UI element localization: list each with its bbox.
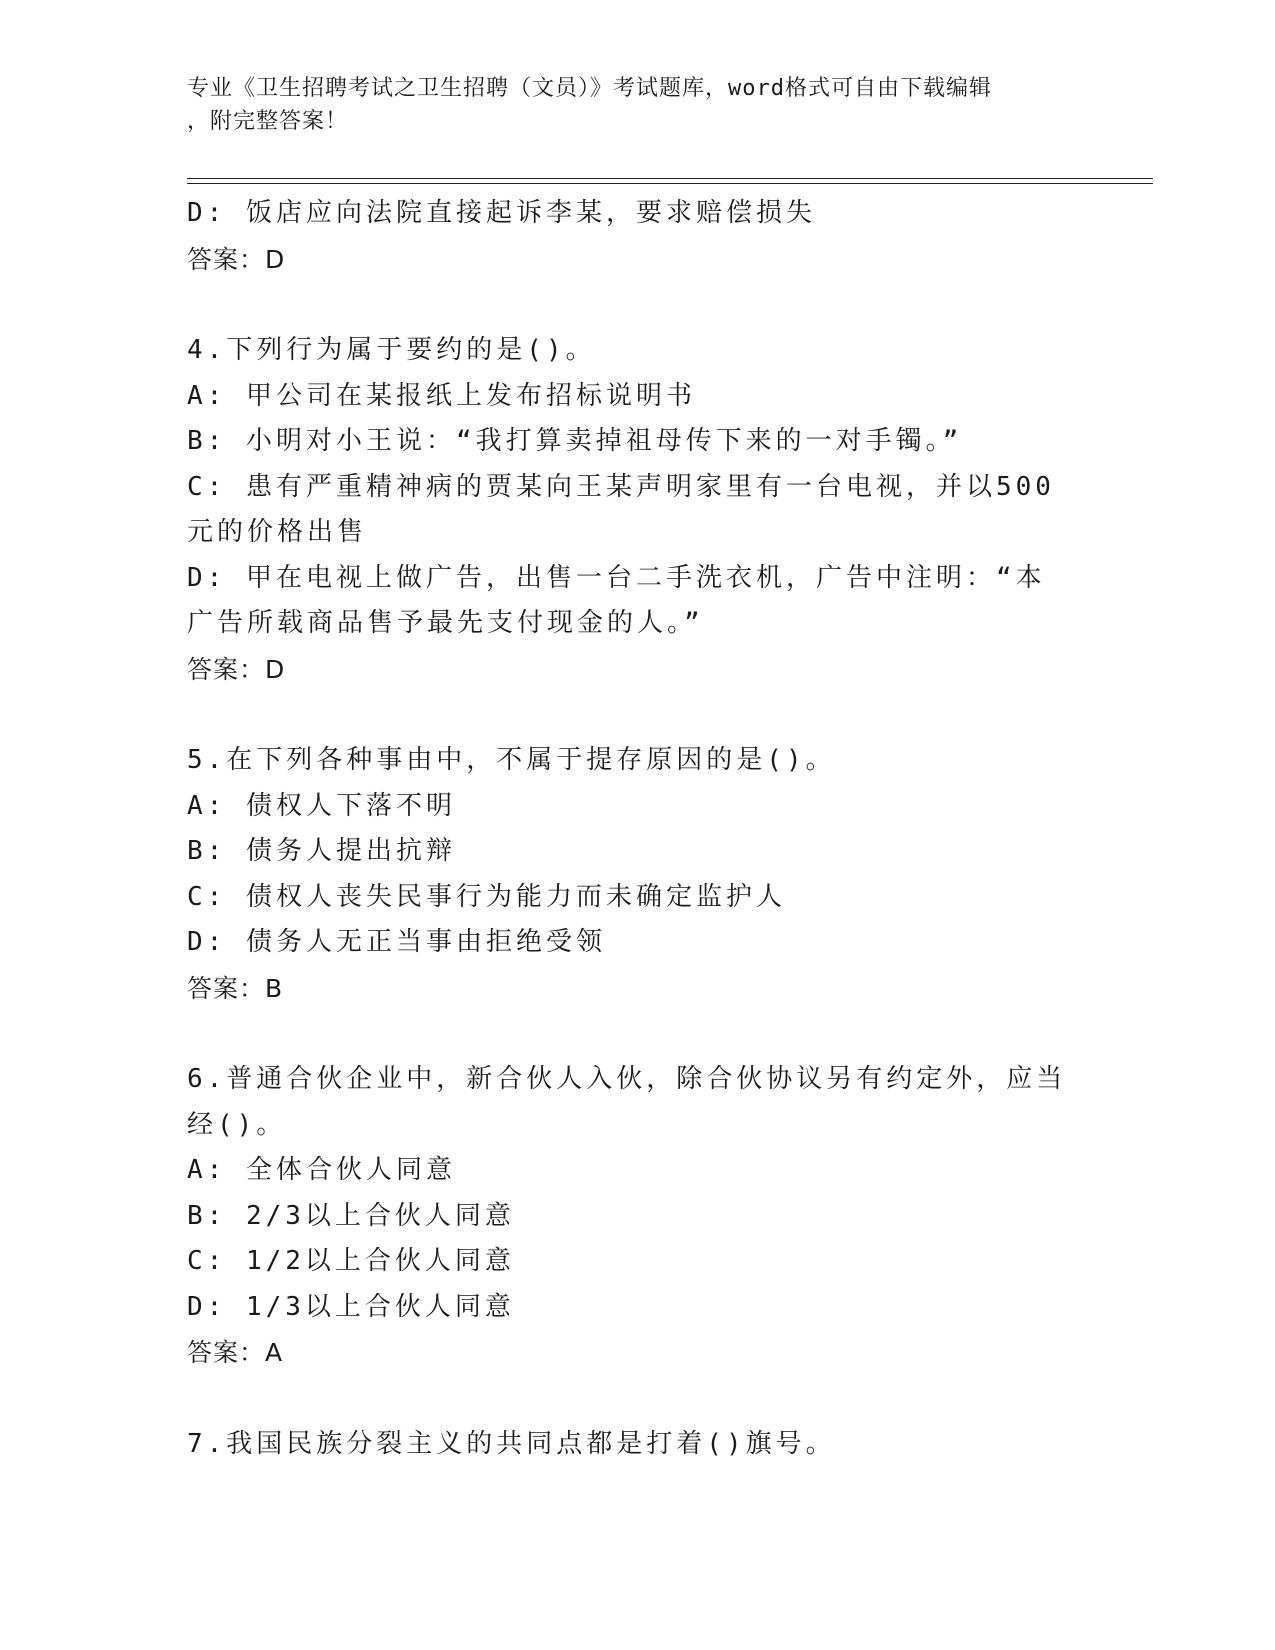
q7-stem: 7.我国民族分裂主义的共同点都是打着()旗号。 [187,1428,836,1459]
q6-option-a: A: 全体合伙人同意 [187,1155,456,1185]
question-6 [187,1057,1067,1376]
document-header [187,72,1067,138]
question-4 [187,328,1067,692]
q6-option-b: B: 2/3以上合伙人同意 [187,1200,515,1231]
spacer [187,282,1067,328]
spacer [187,1011,1067,1057]
q4-option-d: D: 甲在电视上做广告，出售一台二手洗衣机，广告中注明：“本广告所载商品售予最先支付现金的人。” [187,562,1046,638]
q6-option-c: C: 1/2以上合伙人同意 [187,1246,515,1276]
q5-stem: 5.在下列各种事由中，不属于提存原因的是()。 [187,745,836,775]
q6-answer: 答案：A [187,1338,284,1367]
q4-option-a: A: 甲公司在某报纸上发布招标说明书 [187,380,696,411]
q3-option-d: D: 饭店应向法院直接起诉李某，要求赔偿损失 [187,198,816,228]
q6-stem: 6.普通合伙企业中，新合伙人入伙，除合伙协议另有约定外，应当经()。 [187,1064,1067,1140]
q5-option-b: B: 债务人提出抗辩 [187,836,456,866]
q5-answer: 答案：B [187,973,284,1003]
q4-stem: 4.下列行为属于要约的是()。 [187,335,596,365]
q5-option-d: D: 债务人无正当事由拒绝受领 [187,927,606,957]
header-line-2: ，附完整答案！ [187,109,349,134]
question-7 [187,1422,1067,1468]
spacer [187,692,1067,738]
q4-option-c: C: 患有严重精神病的贾某向王某声明家里有一台电视，并以500元的价格出售 [187,471,1055,547]
q6-option-d: D: 1/3以上合伙人同意 [187,1291,515,1322]
spacer [187,1376,1067,1422]
question-3-tail [187,191,1067,282]
header-rule-top [187,178,1153,179]
header-line-1: 专业《卫生招聘考试之卫生招聘（文员）》考试题库，word格式可自由下载编辑 [187,76,992,101]
q5-option-a: A: 债权人下落不明 [187,790,456,821]
q4-answer: 答案：D [187,654,286,684]
question-5 [187,738,1067,1011]
q4-option-b: B: 小明对小王说：“我打算卖掉祖母传下来的一对手镯。” [187,426,963,456]
header-rule-bottom [187,183,1153,184]
q3-answer: 答案：D [187,244,286,274]
question-list [187,191,1067,1467]
q5-option-c: C: 债权人丧失民事行为能力而未确定监护人 [187,881,786,912]
